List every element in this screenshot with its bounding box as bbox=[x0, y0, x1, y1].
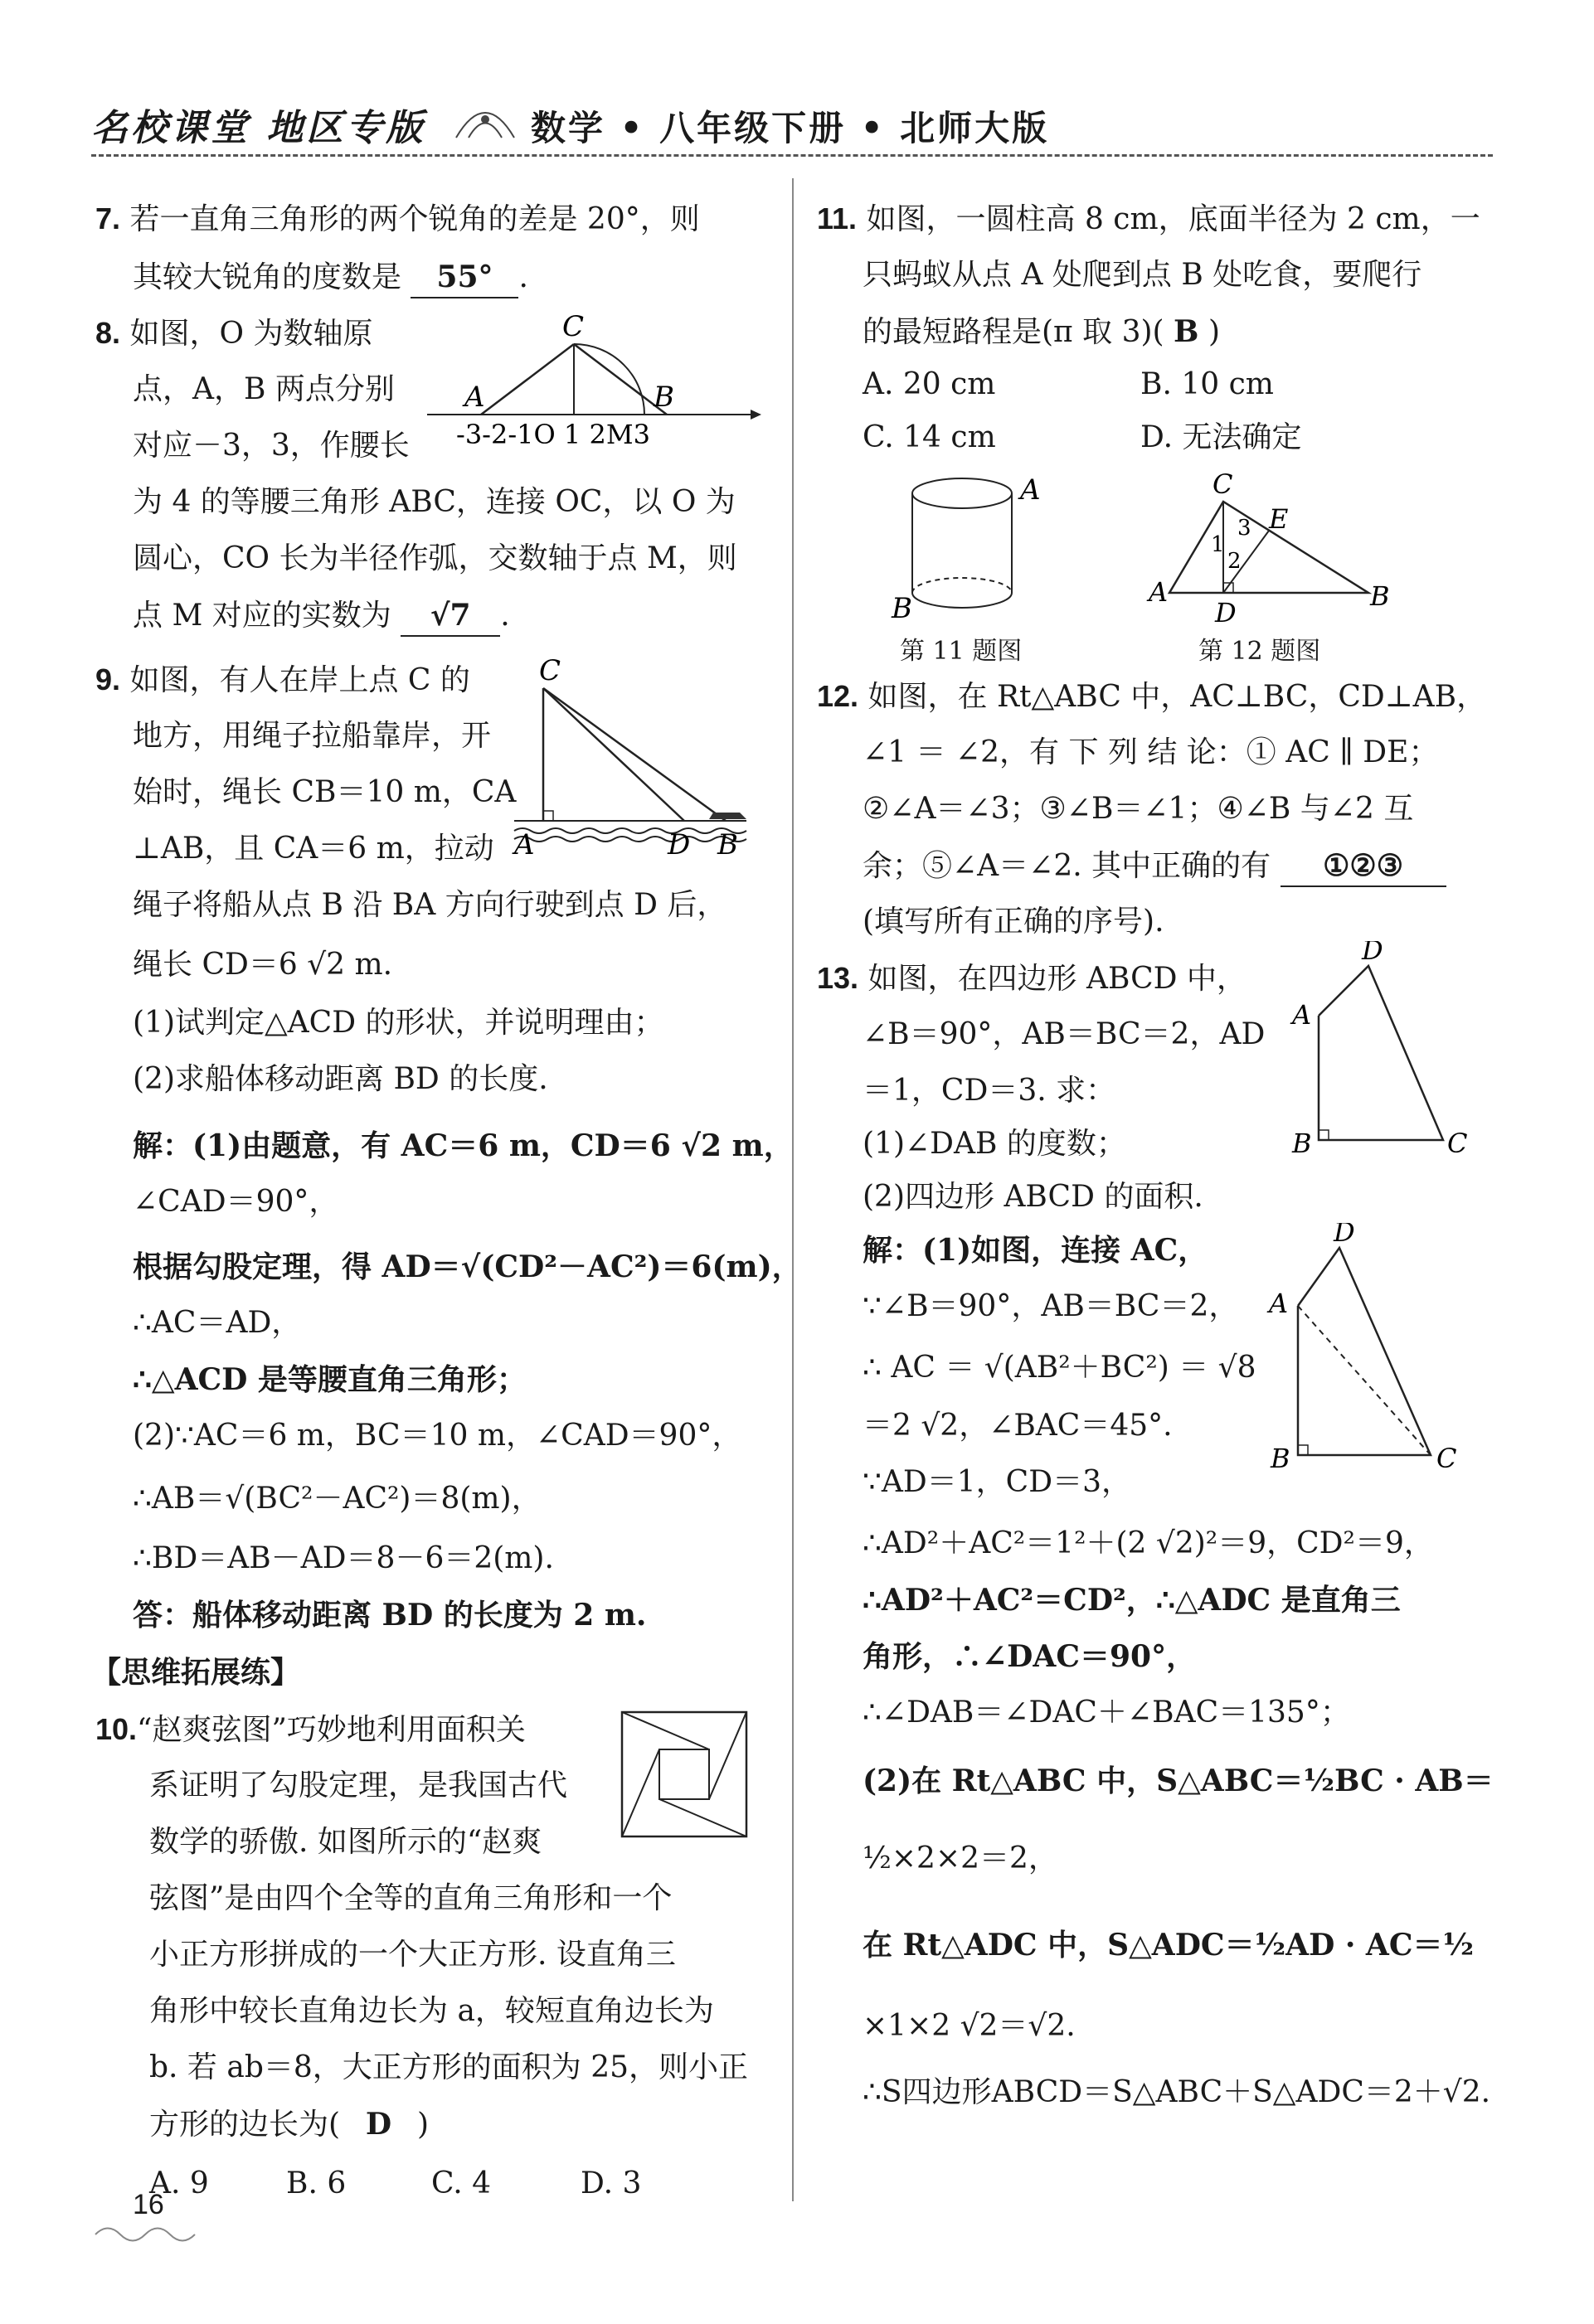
q13-sol7: ∴AD²＋AC²＝CD²，∴△ADC 是直角三 bbox=[863, 1583, 1401, 1618]
q9-sol5: ∴△ACD 是等腰直角三角形； bbox=[133, 1362, 527, 1397]
q11-line1: 11. 如图，一圆柱高 8 cm，底面半径为 2 cm，一 bbox=[817, 201, 1480, 236]
q12-answer: ①②③ bbox=[1281, 846, 1446, 887]
q13-fig1-B: B bbox=[1292, 1128, 1312, 1157]
q10-line4: 弦图”是由四个全等的直角三角形和一个 bbox=[149, 1881, 673, 1915]
subject-title: 数学 • 八年级下册 • 北师大版 bbox=[531, 108, 1050, 148]
q13-fig2-A: A bbox=[1269, 1288, 1289, 1319]
q12-angle-1: 1 bbox=[1211, 532, 1225, 557]
q12-line5: (填写所有正确的序号). bbox=[863, 905, 1164, 939]
q13-sol3: ∴ AC ＝ √(AB²＋BC²) ＝ √8 bbox=[863, 1351, 1256, 1385]
q9-sol4: ∴AC＝AD， bbox=[133, 1306, 302, 1340]
q7-line1: 7. 若一直角三角形的两个锐角的差是 20°，则 bbox=[95, 201, 700, 236]
q13-sol14: ∴S四边形ABCD＝S△ABC＋S△ADC＝2＋√2. bbox=[863, 2075, 1491, 2109]
q11-option-b: B. 10 cm bbox=[1140, 367, 1274, 401]
q13-sol8: 角形，∴∠DAC＝90°， bbox=[863, 1639, 1197, 1674]
q11-option-a: A. 20 cm bbox=[863, 367, 996, 401]
q10-line8: 方形的边长为( D ) bbox=[149, 2104, 429, 2145]
q13-sol1: 解：(1)如图，连接 AC， bbox=[863, 1233, 1208, 1268]
q8-line2: 点，A，B 两点分别 bbox=[133, 372, 395, 406]
q12-line4: 余；⑤∠A＝∠2. 其中正确的有 ①②③ bbox=[863, 846, 1446, 887]
q7-line2: 其较大锐角的度数是 55° . bbox=[133, 257, 528, 298]
q8-tick-labels: -3-2-1O 1 2M3 bbox=[456, 419, 650, 444]
q10-line7: b. 若 ab＝8，大正方形的面积为 25，则小正 bbox=[149, 2050, 749, 2084]
q9-sol3: 根据勾股定理，得 AD＝√(CD²－AC²)＝6(m)， bbox=[133, 1249, 802, 1284]
q9-sol8: ∴BD＝AB－AD＝8－6＝2(m). bbox=[133, 1541, 554, 1575]
q12-label-E: E bbox=[1269, 503, 1289, 535]
q9-line4: ⊥AB，且 CA＝6 m，拉动 bbox=[133, 832, 494, 866]
q13-line2: ∠B＝90°，AB＝BC＝2，AD bbox=[863, 1017, 1266, 1051]
q9-boat-figure bbox=[506, 655, 755, 871]
q8-line6: 点 M 对应的实数为 √7 . bbox=[133, 595, 510, 637]
q9-part2: (2)求船体移动距离 BD 的长度. bbox=[133, 1062, 548, 1096]
q13-sol6: ∴AD²＋AC²＝1²＋(2 √2)²＝9，CD²＝9， bbox=[863, 1526, 1434, 1560]
q9-label-D: D bbox=[668, 828, 691, 861]
q9-sol6: (2)∵AC＝6 m，BC＝10 m，∠CAD＝90°， bbox=[133, 1419, 742, 1453]
q10-line3: 数学的骄傲. 如图所示的“赵爽 bbox=[149, 1825, 542, 1859]
ornament-icon bbox=[448, 96, 522, 146]
q13-sol12: 在 Rt△ADC 中，S△ADC＝½AD · AC＝½ bbox=[863, 1928, 1475, 1963]
q13-quad-figure-2 bbox=[1261, 1223, 1476, 1472]
q9-sol1: 解：(1)由题意，有 AC＝6 m，CD＝6 √2 m， bbox=[133, 1128, 794, 1163]
q12-line1: 12. 如图，在 Rt△ABC 中，AC⊥BC，CD⊥AB， bbox=[817, 679, 1487, 714]
q12-angle-2: 2 bbox=[1227, 549, 1242, 574]
q11-label-B: B bbox=[892, 592, 912, 625]
q13-sol10: (2)在 Rt△ABC 中，S△ABC＝½BC · AB＝ bbox=[863, 1764, 1494, 1798]
q13-fig2-B: B bbox=[1271, 1443, 1290, 1472]
q9-sol7: ∴AB＝√(BC²－AC²)＝8(m)， bbox=[133, 1482, 542, 1516]
q8-label-A: A bbox=[464, 381, 485, 414]
q11-line3: 的最短路程是(π 取 3)( B ) bbox=[863, 314, 1220, 349]
q8-line3: 对应－3，3，作腰长 bbox=[133, 429, 410, 463]
q13-sol5: ∵AD＝1，CD＝3， bbox=[863, 1465, 1131, 1499]
q13-sol11: ½×2×2＝2， bbox=[863, 1841, 1058, 1875]
page-number: 16 bbox=[133, 2189, 164, 2220]
q13-fig2-C: C bbox=[1436, 1443, 1457, 1472]
header-divider bbox=[91, 154, 1493, 157]
q13-line3: ＝1，CD＝3. 求： bbox=[863, 1074, 1116, 1108]
q12-angle-3: 3 bbox=[1237, 516, 1251, 541]
q13-part1: (1)∠DAB 的度数； bbox=[863, 1127, 1126, 1161]
q7-answer: 55° bbox=[411, 257, 518, 298]
q9-label-B: B bbox=[717, 828, 738, 861]
q11-option-c: C. 14 cm bbox=[863, 420, 996, 454]
q13-sol2: ∵∠B＝90°，AB＝BC＝2， bbox=[863, 1289, 1239, 1323]
q9-part1: (1)试判定△ACD 的形状，并说明理由； bbox=[133, 1006, 664, 1040]
q9-label-C: C bbox=[539, 655, 561, 687]
section-heading: 【思维拓展练】 bbox=[91, 1656, 301, 1690]
footer-ornament-icon bbox=[91, 2222, 207, 2247]
q11-line2: 只蚂蚁从点 A 处爬到点 B 处吃食，要爬行 bbox=[863, 258, 1422, 292]
q11-caption: 第 11 题图 bbox=[900, 637, 1023, 666]
q13-line1: 13. 如图，在四边形 ABCD 中， bbox=[817, 961, 1247, 996]
q13-part2: (2)四边形 ABCD 的面积. bbox=[863, 1180, 1203, 1214]
q9-line1: 9. 如图，有人在岸上点 C 的 bbox=[95, 662, 470, 697]
q12-label-B: B bbox=[1370, 580, 1390, 612]
q13-fig1-D: D bbox=[1362, 941, 1383, 966]
q13-fig2-D: D bbox=[1334, 1223, 1355, 1248]
q8-number-line-figure bbox=[415, 311, 763, 444]
q9-label-A: A bbox=[514, 828, 535, 861]
q12-triangle-figure bbox=[1144, 468, 1393, 626]
q12-label-D: D bbox=[1215, 597, 1237, 626]
q9-line2: 地方，用绳子拉船靠岸，开 bbox=[133, 719, 492, 753]
q13-fig1-A: A bbox=[1292, 999, 1312, 1031]
q13-sol4: ＝2 √2，∠BAC＝45°. bbox=[863, 1409, 1173, 1443]
q10-line6: 角形中较长直角边长为 a，较短直角边长为 bbox=[149, 1994, 714, 2028]
q10-line1: 10.“赵爽弦图”巧妙地利用面积关 bbox=[95, 1712, 526, 1747]
q12-label-A: A bbox=[1149, 576, 1169, 608]
q11-cylinder-figure bbox=[887, 464, 1053, 630]
q13-sol9: ∴∠DAB＝∠DAC＋∠BAC＝135°； bbox=[863, 1696, 1350, 1730]
brand-title: 名校课堂 地区专版 bbox=[91, 107, 426, 149]
q9-sol9: 答：船体移动距离 BD 的长度为 2 m. bbox=[133, 1598, 647, 1633]
q8-line4: 为 4 的等腰三角形 ABC，连接 OC，以 O 为 bbox=[133, 485, 736, 519]
q10-option-d: D. 3 bbox=[581, 2166, 642, 2200]
q8-answer: √7 bbox=[401, 595, 500, 637]
column-divider bbox=[792, 178, 794, 2201]
q8-label-C: C bbox=[562, 311, 585, 343]
q12-line2: ∠1 ＝ ∠2，有 下 列 结 论：① AC ∥ DE； bbox=[863, 735, 1439, 769]
q12-label-C: C bbox=[1213, 468, 1233, 500]
q11-label-A: A bbox=[1020, 473, 1041, 507]
q13-sol13: ×1×2 √2＝√2. bbox=[863, 2009, 1076, 2043]
q9-line5: 绳子将船从点 B 沿 BA 方向行驶到点 D 后， bbox=[133, 888, 727, 922]
q13-quad-figure-1 bbox=[1285, 941, 1485, 1157]
q11-answer: B bbox=[1174, 314, 1199, 349]
q12-line3: ②∠A＝∠3；③∠B＝∠1；④∠B 与∠2 互 bbox=[863, 792, 1414, 826]
page-header bbox=[91, 91, 1501, 158]
q11-option-d: D. 无法确定 bbox=[1140, 420, 1302, 454]
q10-option-b: B. 6 bbox=[286, 2166, 347, 2200]
zhaoshuang-diagram bbox=[618, 1708, 751, 1841]
q9-sol2: ∠CAD＝90°， bbox=[133, 1185, 339, 1219]
q12-caption: 第 12 题图 bbox=[1198, 637, 1321, 666]
q10-answer: D bbox=[365, 2107, 392, 2142]
q8-line5: 圆心，CO 长为半径作弧，交数轴于点 M，则 bbox=[133, 541, 737, 575]
q10-line5: 小正方形拼成的一个大正方形. 设直角三 bbox=[149, 1938, 676, 1972]
q10-option-c: C. 4 bbox=[431, 2166, 492, 2200]
q9-line6: 绳长 CD＝6 √2 m. bbox=[133, 948, 393, 982]
q13-fig1-C: C bbox=[1447, 1128, 1468, 1157]
q10-line2: 系证明了勾股定理，是我国古代 bbox=[149, 1768, 568, 1802]
q8-label-B: B bbox=[654, 381, 674, 414]
q9-line3: 始时，绳长 CB＝10 m，CA bbox=[133, 775, 517, 809]
q10-option-a: A. 9 bbox=[149, 2166, 209, 2200]
q8-line1: 8. 如图，O 为数轴原 bbox=[95, 316, 373, 351]
